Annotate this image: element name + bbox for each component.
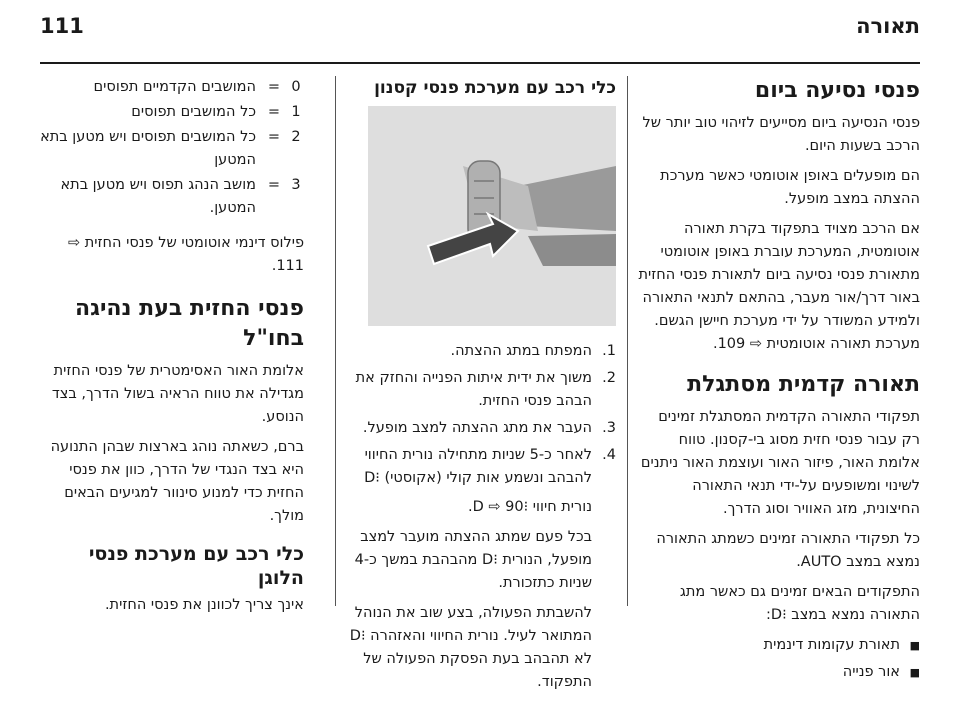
- heading-halogen: כלי רכב עם מערכת פנסי הלוגן: [88, 543, 304, 589]
- paragraph: אינך צריך לכוונן את פנסי החזית.: [104, 597, 304, 613]
- header-rule: [40, 62, 920, 64]
- column-left: [40, 76, 304, 624]
- paragraph: ברם, כשאתה נוהג בארצות שבהן התנועה היא בצד הנגדי של הדרך, כוון את פנסי החזית כדי למנוע סינוור למגיעים הבאים מולך.: [50, 439, 304, 524]
- paragraph: בכל פעם שמתג ההצתה מועבר למצב מופעל, הנורית ⁝D מהבהבת במשך כ-4 שניות כתזכורת.: [354, 529, 592, 591]
- heading-abroad: פנסי החזית בעת נהיגה בחו"ל: [75, 296, 304, 351]
- load-mode-row: 2 = כל המושבים תפוסים ויש מטען בתא המטען: [40, 129, 301, 168]
- paragraph: תפקודי התאורה הקדמית המסתגלת זמינים רק עבור פנסי חזית מסוג בי-קסנון. טווח אלומת האור, פיזור האור ועוצמת האור ניתנים לשינוי ומשופעים על-ידי תנאי התאורה החיצונית, מזג האוויר וסוג הדרך.: [640, 409, 920, 517]
- paragraph: הם מופעלים באופן אוטומטי כאשר מערכת ההצתה במצב מופעל.: [660, 168, 920, 207]
- column-divider-right: [335, 76, 336, 606]
- page-header: [40, 14, 920, 44]
- paragraph: פנסי הנסיעה ביום מסייעים לזיהוי טוב יותר של הרכב בשעות היום.: [642, 115, 920, 154]
- step-item: 3. העבר את מתג ההצתה למצב מופעל.: [362, 420, 616, 436]
- paragraph: אם הרכב מצויד בתפקוד בקרת תאורה אוטומטית, המערכת עוברת באופן אוטומטי מתאורת פנסי נסיעה ביום לתאורת פנסי החזית באור דרך/אור מעבר, בהתאם לתנאי התאורה ולמידע המשודר על ידי מערכת חיישן הגשם. מערכת תאורה אוטומטית ⇨ 109.: [638, 221, 920, 352]
- step-item: 1. המפתח במתג ההצתה.: [450, 343, 616, 359]
- paragraph: כל תפקודי התאורה זמינים כשמתג התאורה נמצא במצב AUTO.: [656, 531, 920, 570]
- column-right: [636, 76, 920, 688]
- heading-daytime-lights: פנסי נסיעה ביום: [754, 78, 920, 103]
- list-item: ■ תאורת עקומות דינמית: [636, 634, 920, 657]
- column-divider-left: [627, 76, 628, 606]
- load-mode-row: 3 = מושב הנהג תפוס ויש מטען בתא המטען.: [60, 177, 301, 216]
- load-mode-row: 1 = כל המושבים תפוסים: [131, 104, 301, 120]
- column-middle: [344, 76, 616, 701]
- stalk-illustration: [368, 106, 616, 326]
- load-mode-row: 0 = המושבים הקדמיים תפוסים: [93, 79, 301, 95]
- paragraph: להשבתת הפעולה, בצע שוב את הנוהל המתואר לעיל. נורית החיווי והאזהרה ⁝D לא תהבהב בעת הפסקת הפעולה של התפקוד.: [349, 605, 592, 690]
- heading-adaptive-lighting: תאורה קדמית מסתגלת: [687, 372, 920, 397]
- paragraph: התפקודים הבאים זמינים גם כאשר מתג התאורה נמצא במצב ⁝D:: [679, 584, 920, 623]
- paragraph: פילוס דינמי אוטומטי של פנסי החזית ⇨ 111.: [67, 235, 304, 274]
- paragraph: אלומת האור האסימטרית של פנסי החזית מגדילה את טווח הראיה בשול הדרך, בצד הנוסע.: [51, 363, 304, 425]
- indicator-stalk-icon: [368, 106, 616, 326]
- paragraph: נורית חיווי ⁝D ⇨ 90.: [468, 499, 592, 515]
- list-item: ■ אור פנייה: [636, 661, 920, 684]
- heading-xenon: כלי רכב עם מערכת פנסי קסנון: [374, 78, 616, 98]
- step-item: 2. משוך את ידית איתות הפנייה והחזק את הבהב פנסי החזית.: [355, 370, 616, 409]
- step-item: 4. לאחר כ-5 שניות מתחילה נורית החיווי להבהב ונשמע אות קולי (אקוסטי) ⁝D: [364, 447, 616, 486]
- page-number: 111: [40, 14, 84, 38]
- section-title: תאורה: [856, 14, 920, 38]
- steps-list: [344, 340, 616, 490]
